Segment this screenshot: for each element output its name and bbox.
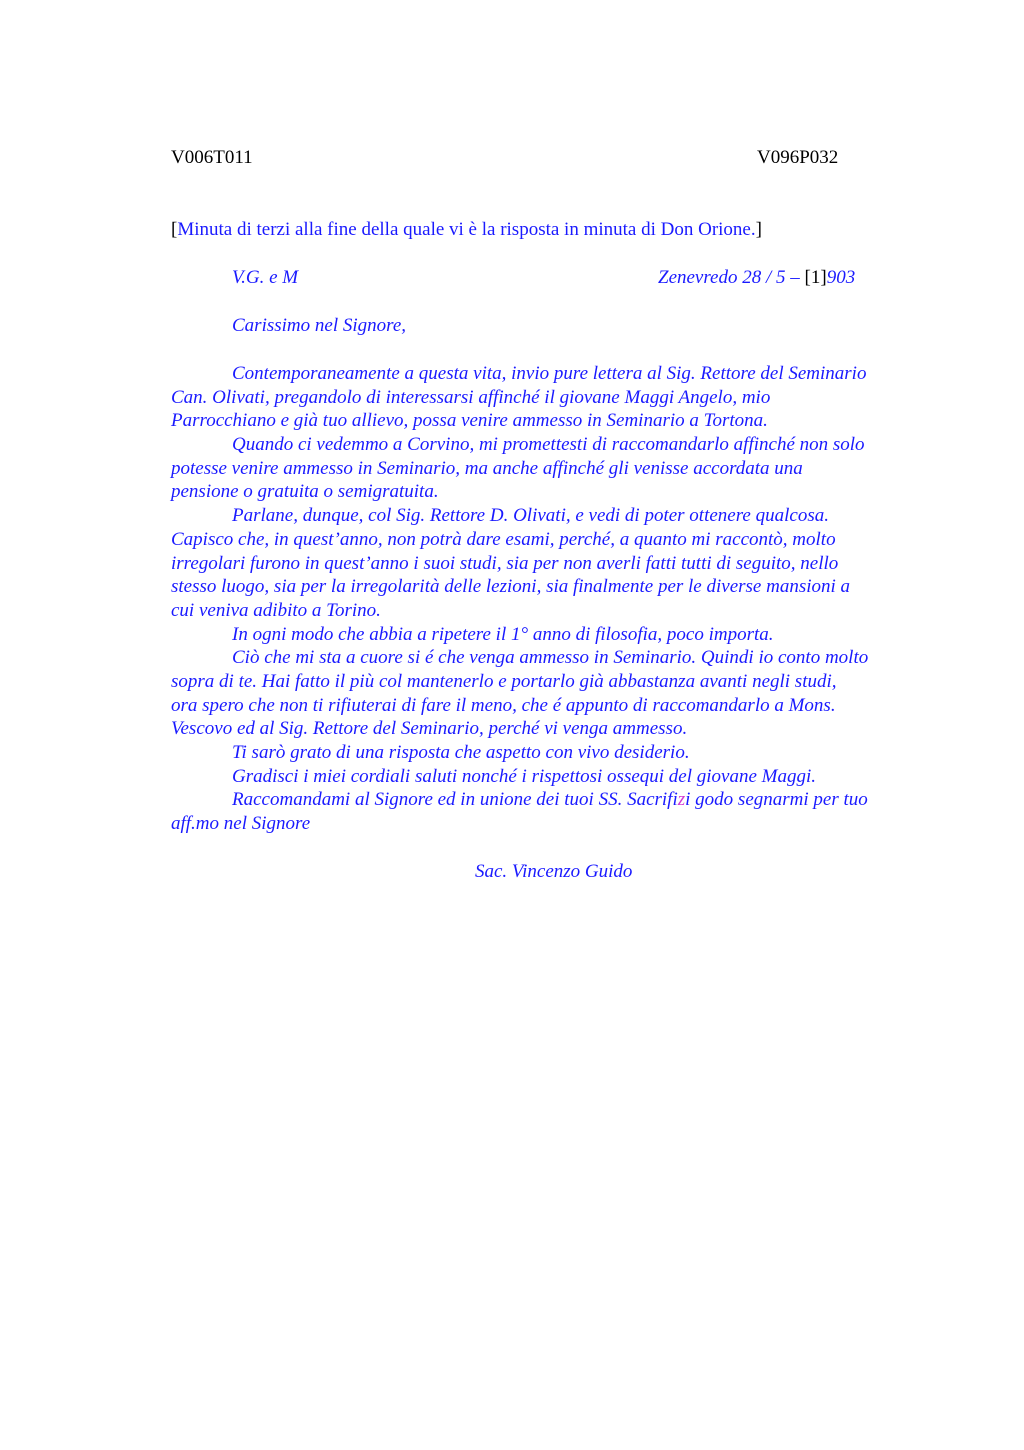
place-date-text: Zenevredo 28 / 5 – — [658, 267, 805, 288]
body-line: Contemporaneamente a questa vita, invio pure lettera al Sig. Rettore del Seminario — [232, 363, 867, 384]
letter-motto: V.G. e M — [232, 267, 299, 288]
body-line: Parrocchiano e già tuo allievo, possa venire ammesso in Seminario a Tortona. — [171, 410, 768, 432]
body-line: Ciò che mi sta a cuore si é che venga ammesso in Seminario. Quindi io conto molto — [232, 647, 869, 669]
body-line-last — [171, 788, 931, 812]
left-code: V006T011 — [171, 147, 253, 168]
note-close-bracket: ] — [755, 219, 762, 240]
last-line-mark: z — [677, 789, 686, 811]
right-code: V096P032 — [757, 147, 839, 168]
body-line: stesso luogo, sia per la irregolarità delle lezioni, sia finalmente per le diverse mansioni a — [171, 576, 851, 598]
body-line: Capisco che, in quest’anno, non potrà dare esami, perché, a quanto mi raccontò, molto — [171, 528, 836, 550]
editorial-note — [171, 218, 762, 242]
body-line: pensione o gratuita o semigratuita. — [171, 481, 439, 503]
body-line: cui veniva adibito a Torino. — [171, 599, 381, 621]
letter-signature: Sac. Vincenzo Guido — [475, 861, 633, 882]
body-line: Vescovo ed al Sig. Rettore del Seminario, perché vi venga ammesso. — [171, 718, 688, 740]
year-bracket: [1] — [804, 267, 827, 288]
body-line: irregolari furono in quest’anno i suoi studi, sia per non averli fatti tutti di seguito, nello — [171, 552, 839, 574]
body-line: Can. Olivati, pregandolo di interessarsi affinché il giovane Maggi Angelo, mio — [171, 386, 771, 408]
body-line: ora spero che non ti rifiuterai di fare il meno, che é appunto di raccomandarlo a Mons. — [171, 694, 836, 716]
note-text: Minuta di terzi alla fine della quale vi è la risposta in minuta di Don Orione. — [177, 219, 756, 240]
body-line: Quando ci vedemmo a Corvino, mi promettesti di raccomandarlo affinché non solo — [232, 434, 865, 456]
last-line-after: i godo segnarmi per tuo — [685, 789, 868, 811]
letter-place-date — [658, 266, 855, 290]
body-line: In ogni modo che abbia a ripetere il 1° anno di filosofia, poco importa. — [232, 623, 774, 645]
body-line: Parlane, dunque, col Sig. Rettore D. Olivati, e vedi di poter ottenere qualcosa. — [232, 505, 829, 527]
body-line: Ti sarò grato di una risposta che aspetto con vivo desiderio. — [232, 742, 690, 763]
letter-closing: aff.mo nel Signore — [171, 813, 311, 835]
last-line-before: Raccomandami al Signore ed in unione dei tuoi SS. Sacrifi — [232, 789, 678, 811]
letter-body — [171, 362, 931, 836]
year-rest: 903 — [826, 267, 856, 288]
letter-salutation: Carissimo nel Signore, — [232, 315, 406, 336]
body-line: Gradisci i miei cordiali saluti nonché i rispettosi ossequi del giovane Maggi. — [232, 765, 817, 787]
body-line: potesse venire ammesso in Seminario, ma anche affinché gli venisse accordata una — [171, 457, 803, 479]
body-line: sopra di te. Hai fatto il più col mantenerlo e portarlo già abbastanza avanti negli studi, — [171, 670, 837, 692]
note-open-bracket: [ — [171, 219, 178, 240]
